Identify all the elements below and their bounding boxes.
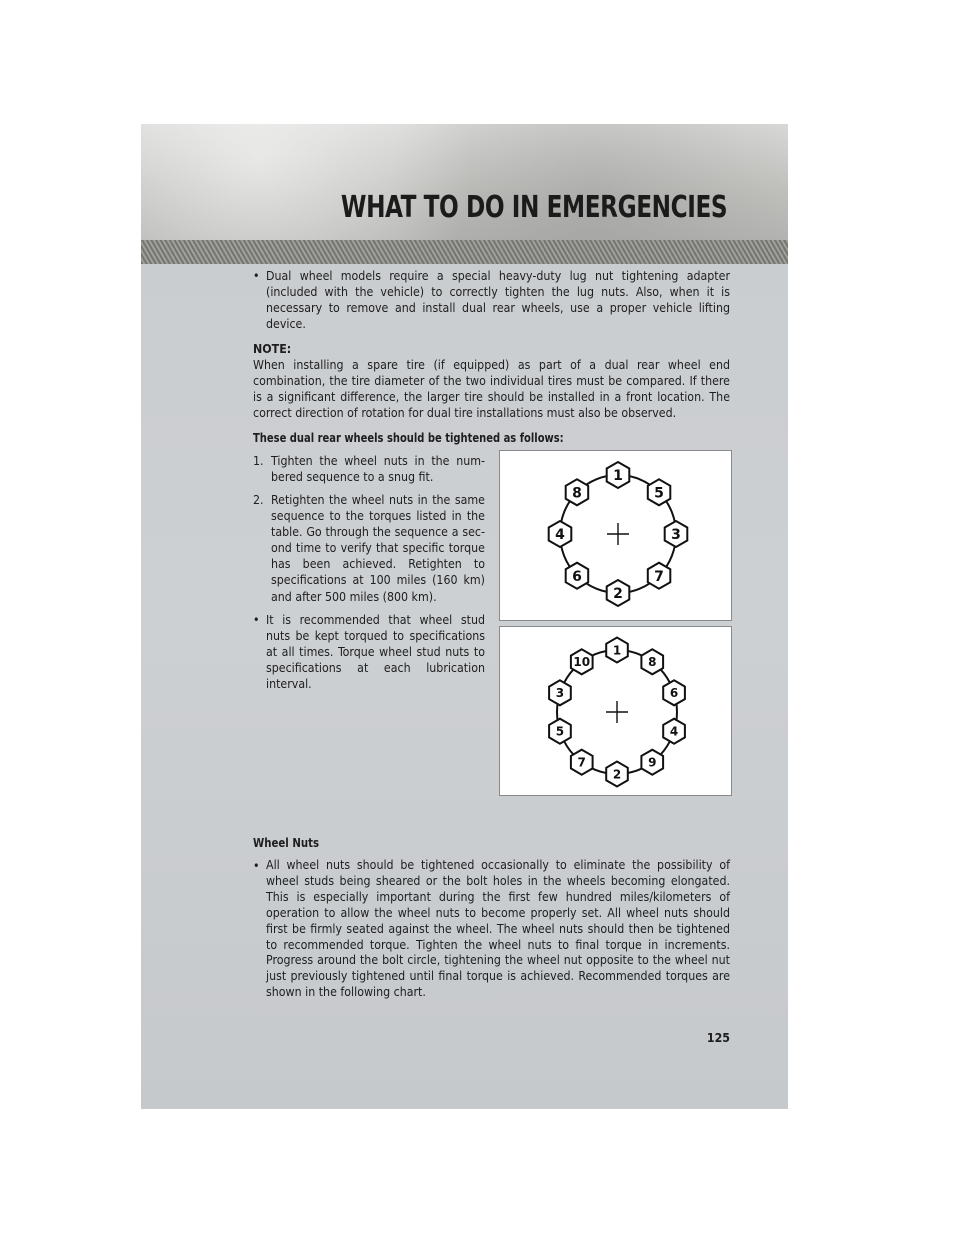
text-line: to recommended torque. Tighten the wheel nuts to final torque in increments.: [266, 937, 730, 952]
lug-nut-label: 2: [613, 586, 623, 603]
step-1-text: [271, 453, 485, 485]
text-line: is a significant difference, the larger tire should be installed in a front location. The: [253, 390, 730, 405]
lug-nut-label: 1: [612, 643, 622, 658]
text-line: All wheel nuts should be tightened occasionally to eliminate the possibility of: [266, 858, 730, 872]
text-line: It is recommended that wheel stud: [266, 613, 485, 627]
text-line: ond time to verify that specific torque: [271, 541, 485, 556]
text-line: This is especially important during the first few hundred miles/kilometers of: [266, 889, 730, 904]
step-number: 1.: [253, 454, 264, 468]
lug-nut-label: 5: [654, 485, 664, 502]
lug-nut-label: 5: [555, 724, 565, 739]
note-label: NOTE:: [253, 342, 292, 356]
text-line: interval.: [266, 677, 312, 692]
text-line: specifications at 100 miles (160 km): [271, 573, 485, 588]
section-title: WHAT TO DO IN EMERGENCIES: [340, 190, 727, 225]
text-line: combination, the tire diameter of the two individual tires must be compared. If there: [253, 374, 730, 389]
lug-nut-label: 8: [648, 655, 657, 670]
lug-nut-label: 4: [669, 724, 679, 739]
lug-nut-label: 7: [654, 568, 664, 585]
text-line: just previously tightened until final torque is achieved. Recommended torques are: [266, 969, 730, 984]
text-line: nuts be kept torqued to specifications: [266, 629, 485, 644]
step-2-text: [271, 492, 485, 605]
text-line: table. Go through the sequence a sec-: [271, 525, 485, 540]
dual-wheel-paragraph: [266, 268, 730, 332]
lug-nut-label: 9: [648, 755, 657, 770]
lug-nut-label: 2: [612, 767, 622, 782]
bullet-marker: •: [253, 269, 260, 283]
wheel-nuts-heading: Wheel Nuts: [253, 836, 320, 850]
bullet-marker: •: [253, 613, 260, 627]
text-line: specifications at each lubrication: [266, 661, 485, 676]
note-paragraph: [253, 357, 730, 421]
text-line: Dual wheel models require a special heavy-duty lug nut tightening adapter: [266, 269, 730, 283]
lug-nut-label: 6: [669, 686, 679, 701]
text-line: sequence to the torques listed in the: [271, 509, 485, 524]
page-number: 125: [706, 1031, 730, 1045]
ten-lug-diagram: [499, 626, 732, 796]
text-line: (included with the vehicle) to correctly tighten the lug nuts. Also, when it is: [266, 285, 730, 300]
text-line: and after 500 miles (800 km).: [271, 589, 437, 604]
text-line: bered sequence to a snug fit.: [271, 470, 434, 485]
lug-nut-label: 4: [555, 527, 565, 544]
lug-nut-label: 7: [577, 755, 586, 770]
section-header: [141, 124, 788, 240]
text-line: correct direction of rotation for dual tire installations must also be observed.: [253, 406, 677, 421]
eight-lug-svg: [500, 451, 731, 620]
text-line: at all times. Torque wheel stud nuts to: [266, 645, 485, 660]
bullet-marker: •: [253, 859, 260, 873]
wheel-nuts-paragraph: [266, 858, 730, 1001]
ten-lug-svg: [500, 627, 731, 795]
text-line: Tighten the wheel nuts in the num-: [271, 454, 485, 468]
eight-lug-diagram: [499, 450, 732, 621]
text-line: necessary to remove and install dual rear wheels, use a proper vehicle lifting: [266, 301, 730, 316]
text-line: Retighten the wheel nuts in the same: [271, 493, 485, 507]
dual-wheel-heading: These dual rear wheels should be tightened as follows:: [253, 431, 564, 445]
lug-nut-label: 10: [573, 655, 591, 670]
lug-nut-label: 6: [572, 568, 582, 585]
text-line: device.: [266, 317, 306, 332]
header-stripe: [141, 240, 788, 264]
text-line: has been achieved. Retighten to: [271, 557, 485, 572]
step-number: 2.: [253, 493, 264, 507]
text-line: first be firmly seated against the wheel. The wheel nuts should then be tightened: [266, 921, 730, 936]
text-line: When installing a spare tire (if equipped) as part of a dual rear wheel end: [253, 358, 730, 372]
text-line: shown in the following chart.: [266, 985, 426, 1000]
stud-paragraph: [266, 612, 485, 692]
lug-nut-label: 3: [555, 686, 565, 701]
text-line: Progress around the bolt circle, tightening the wheel nut opposite to the wheel nut: [266, 953, 730, 968]
lug-nut-label: 8: [572, 485, 582, 502]
lug-nut-label: 1: [613, 468, 623, 485]
text-line: operation to allow the wheel nuts to become properly set. All wheel nuts should: [266, 905, 730, 920]
lug-nut-label: 3: [671, 527, 681, 544]
text-line: wheel studs being sheared or the bolt holes in the wheels becoming elongated.: [266, 873, 730, 888]
